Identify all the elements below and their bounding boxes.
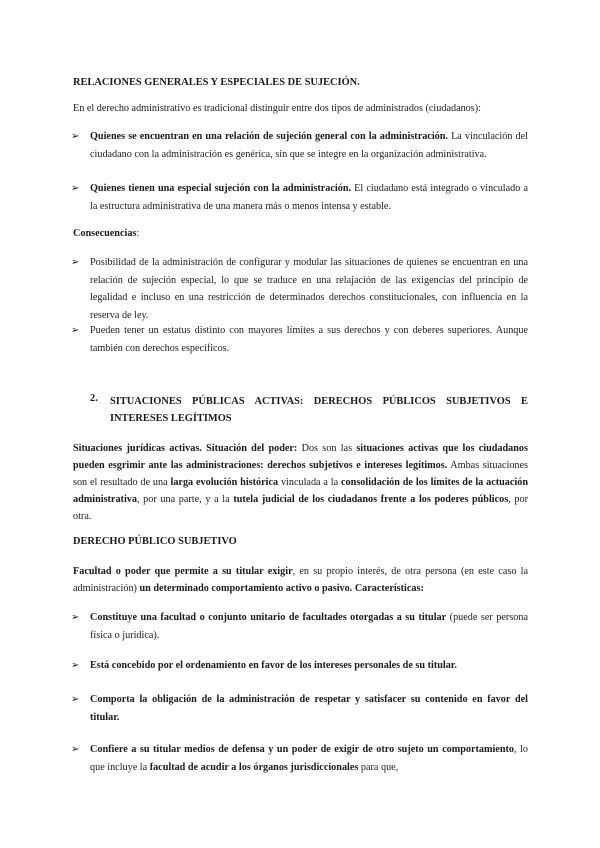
bullet-bold-text: Quienes se encuentran en una relación de sujeción general con la administración. — [90, 131, 448, 142]
bullet-item — [71, 128, 528, 163]
bullet-item — [71, 741, 528, 776]
text-span: , en su propio interés, de otra persona (en este caso la administración) — [73, 566, 528, 594]
arrow-bullet-icon: ➢ — [71, 325, 80, 336]
intro-paragraph: En el derecho administrativo es tradicional distinguir entre dos tipos de administrados (ciudadanos): — [73, 103, 481, 114]
bullet-text: (puede ser persona física o jurídica). — [90, 612, 528, 641]
bullet-bold-text: Comporta la obligación de la administración de respetar y satisfacer su contenido en favor del titular. — [90, 694, 528, 723]
bold-span: consolidación de los límites de la actuación administrativa — [73, 477, 529, 505]
bullet-bold-text: Quienes tienen una especial sujeción con la administración. — [90, 183, 352, 194]
bullet-item — [71, 254, 528, 324]
heading-relaciones: RELACIONES GENERALES Y ESPECIALES DE SUJECIÓN. — [73, 77, 360, 88]
bold-span: facultad de acudir a los órganos jurisdiccionales — [149, 761, 359, 773]
paragraph-situaciones — [73, 440, 528, 525]
paragraph-facultad — [73, 563, 528, 597]
text-span: vinculada a la — [278, 477, 342, 488]
bullet-item — [71, 691, 528, 726]
consecuencias-label — [73, 225, 528, 242]
consecuencias-bold: Consecuencias — [73, 228, 137, 239]
bullet-bold-text: Está concebido por el ordenamiento en favor de los intereses personales de su titular. — [90, 660, 457, 671]
bullet-item — [71, 180, 528, 215]
bullet-bold-text: Constituye una facultad o conjunto unitario de facultades otorgadas a su titular — [90, 612, 447, 623]
bold-span: tutela judicial de los ciudadanos frente a los poderes públicos — [233, 494, 509, 505]
bullet-text: Pueden tener un estatus distinto con mayores límites a sus derechos y con deberes superiores. Aunque también con derechos específicos. — [90, 325, 528, 354]
arrow-bullet-icon: ➢ — [71, 660, 80, 671]
text-span: , por otra. — [73, 494, 528, 522]
arrow-bullet-icon: ➢ — [71, 183, 80, 194]
bullet-text: Posibilidad de la administración de configurar y modular las situaciones de quienes se encuentran en una relación de sujeción especial, lo que se traduce en una relajación de las exigencias del principio de legalidad e incluso en una restricción de determinados derechos constitucionales, con influencia en la reserva de ley. — [90, 257, 528, 321]
bold-span: Facultad o poder que permite a su titular exigir — [73, 566, 293, 577]
text-span: , por una parte, y a la — [136, 494, 234, 505]
bullet-item — [71, 322, 528, 357]
arrow-bullet-icon: ➢ — [71, 744, 80, 755]
arrow-bullet-icon: ➢ — [71, 131, 80, 142]
arrow-bullet-icon: ➢ — [71, 257, 80, 268]
bullet-text: La vinculación del ciudadano con la administración es genérica, sin que se integre en la organización administrativa. — [90, 131, 528, 160]
text-span: para que, — [358, 761, 399, 773]
arrow-bullet-icon: ➢ — [71, 694, 80, 705]
text-span: Ambas situaciones son el resultado de una — [73, 460, 528, 488]
text-span: , lo que incluye la — [90, 744, 528, 773]
section-number: 2. — [90, 393, 98, 404]
bullet-item — [71, 657, 528, 675]
bullet-text: El ciudadano está integrado o vinculado a la estructura administrativa de una manera más o menos intensa y estable. — [90, 183, 528, 212]
text-span: Dos son las — [297, 443, 357, 454]
bold-span: Situaciones jurídicas activas. Situación del poder: — [73, 443, 298, 454]
bullet-item — [71, 609, 528, 644]
heading-derecho-publico-subjetivo: DERECHO PÚBLICO SUBJETIVO — [73, 536, 237, 547]
bold-span: situaciones activas que los ciudadanos pueden esgrimir ante las administraciones: derechos subjetivos e intereses legítimos. — [73, 443, 528, 471]
bold-span: Confiere a su titular medios de defensa y un poder de exigir de otro sujeto un comportamiento — [90, 744, 514, 755]
arrow-bullet-icon: ➢ — [71, 612, 80, 623]
bold-span: larga evolución histórica — [170, 477, 279, 488]
section-title: SITUACIONES PÚBLICAS ACTIVAS: DERECHOS PÚBLICOS SUBJETIVOS E INTERESES LEGÍTIMOS — [110, 396, 528, 424]
bold-span: un determinado comportamiento activo o pasivo. Características: — [139, 583, 424, 594]
consecuencias-colon: : — [136, 228, 140, 239]
